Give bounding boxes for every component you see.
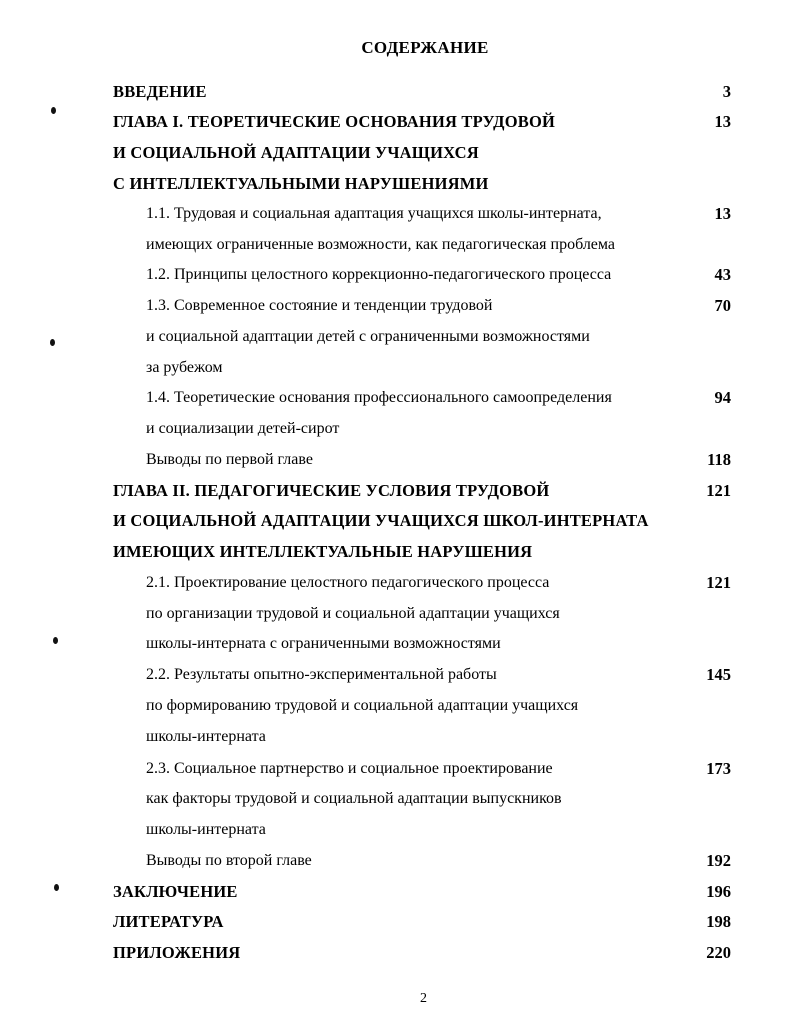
- hole-mark-icon: [51, 107, 56, 114]
- toc-section-2-2-line-1: 2.2. Результаты опытно-экспериментальной работы: [146, 666, 497, 683]
- toc-chapter-1-line-2: И СОЦИАЛЬНОЙ АДАПТАЦИИ УЧАЩИХСЯ: [113, 143, 479, 162]
- toc-page-number: 3: [722, 82, 731, 101]
- toc-chapter-2-line-3: ИМЕЮЩИХ ИНТЕЛЛЕКТУАЛЬНЫЕ НАРУШЕНИЯ: [113, 542, 533, 561]
- hole-mark-icon: [53, 637, 58, 644]
- page-number: 2: [420, 991, 427, 1006]
- toc-literature: ЛИТЕРАТУРА: [113, 912, 224, 931]
- toc-page-number: 118: [707, 450, 731, 469]
- toc-chapter-2-line-1: ГЛАВА II. ПЕДАГОГИЧЕСКИЕ УСЛОВИЯ ТРУДОВОЙ: [113, 481, 550, 500]
- toc-section-2-3-line-1: 2.3. Социальное партнерство и социальное проектирование: [146, 760, 553, 777]
- toc-page-number: 192: [706, 851, 731, 870]
- toc-page-number: 13: [714, 204, 731, 223]
- toc-section-1-4-line-2: и социализации детей-сирот: [146, 420, 340, 437]
- toc-section-1-2: 1.2. Принципы целостного коррекционно-педагогического процесса: [146, 266, 612, 283]
- toc-chapter-1-line-1: ГЛАВА I. ТЕОРЕТИЧЕСКИЕ ОСНОВАНИЯ ТРУДОВОЙ: [113, 112, 556, 131]
- toc-section-1-1-line-1: 1.1. Трудовая и социальная адаптация учащихся школы-интерната,: [146, 205, 602, 222]
- toc-conclusion: ЗАКЛЮЧЕНИЕ: [113, 882, 238, 901]
- toc-section-1-3-line-3: за рубежом: [146, 359, 223, 376]
- toc-page-number: 220: [706, 943, 731, 962]
- toc-chapter-1-line-3: С ИНТЕЛЛЕКТУАЛЬНЫМИ НАРУШЕНИЯМИ: [113, 174, 489, 193]
- toc-section-2-3-line-3: школы-интерната: [146, 821, 266, 838]
- toc-section-1-1-line-2: имеющих ограниченные возможности, как педагогическая проблема: [146, 236, 616, 253]
- toc-introduction: ВВЕДЕНИЕ: [113, 82, 207, 101]
- toc-appendices: ПРИЛОЖЕНИЯ: [113, 943, 241, 962]
- toc-page-number: 13: [714, 112, 731, 131]
- toc-section-1-3-line-2: и социальной адаптации детей с ограниченными возможностями: [146, 328, 590, 345]
- toc-page-number: 94: [714, 388, 731, 407]
- hole-mark-icon: [50, 339, 55, 346]
- toc-section-2-1-line-1: 2.1. Проектирование целостного педагогического процесса: [146, 574, 550, 591]
- toc-page-number: 43: [714, 265, 731, 284]
- toc-page-number: 121: [706, 481, 731, 500]
- toc-section-2-2-line-3: школы-интерната: [146, 728, 266, 745]
- page-title: СОДЕРЖАНИЕ: [361, 38, 489, 57]
- toc-section-2-1-line-3: школы-интерната с ограниченными возможностями: [146, 635, 501, 652]
- toc-page-number: 70: [714, 296, 731, 315]
- toc-chapter-2-line-2: И СОЦИАЛЬНОЙ АДАПТАЦИИ УЧАЩИХСЯ ШКОЛ-ИНТЕРНАТА: [113, 511, 649, 530]
- toc-section-2-3-line-2: как факторы трудовой и социальной адаптации выпускников: [146, 790, 562, 807]
- toc-section-2-1-line-2: по организации трудовой и социальной адаптации учащихся: [146, 605, 560, 622]
- toc-section-1-4-line-1: 1.4. Теоретические основания профессионального самоопределения: [146, 389, 612, 406]
- toc-page-number: 145: [706, 665, 731, 684]
- toc-section-1-3-line-1: 1.3. Современное состояние и тенденции трудовой: [146, 297, 493, 314]
- toc-conclusions-chapter-2: Выводы по второй главе: [146, 852, 312, 869]
- toc-page-number: 198: [706, 912, 731, 931]
- toc-page-number: 121: [706, 573, 731, 592]
- toc-conclusions-chapter-1: Выводы по первой главе: [146, 451, 313, 468]
- toc-page-number: 173: [706, 759, 731, 778]
- toc-section-2-2-line-2: по формированию трудовой и социальной адаптации учащихся: [146, 697, 579, 714]
- toc-page-number: 196: [706, 882, 731, 901]
- hole-mark-icon: [54, 884, 59, 891]
